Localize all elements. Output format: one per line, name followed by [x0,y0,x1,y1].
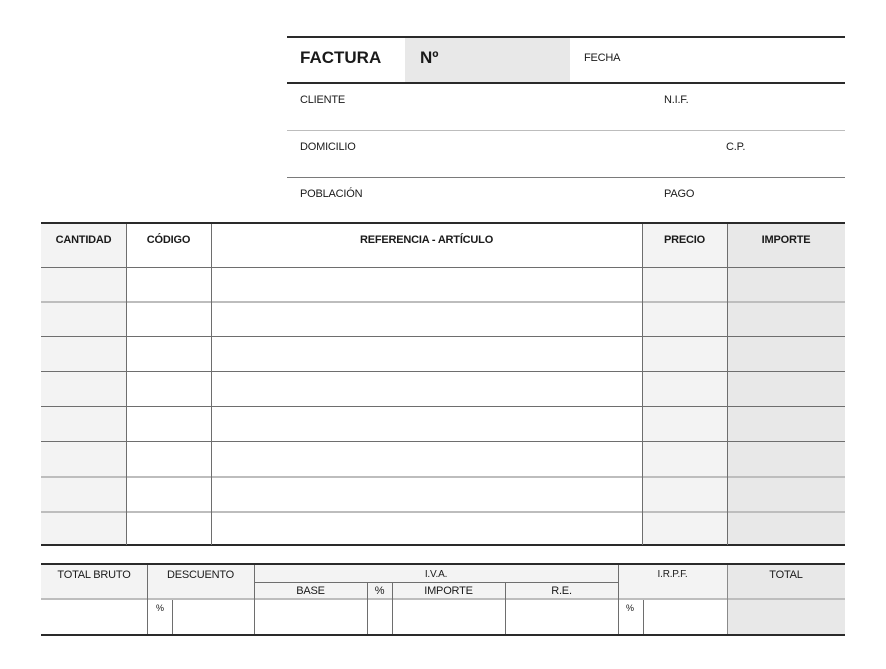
col-header-reference: REFERENCIA - ARTÍCULO [359,234,494,246]
iva-amount-label: IMPORTE [424,585,473,597]
divider [41,563,845,565]
total-bruto-label: TOTAL BRUTO [57,569,131,581]
table-row[interactable] [41,513,845,544]
client-label: CLIENTE [300,94,346,106]
address-label: DOMICILIO [300,141,356,153]
total-label: TOTAL [769,569,803,581]
iva-amount-field[interactable] [393,600,505,634]
payment-field[interactable] [700,179,845,222]
divider [287,130,845,131]
payment-label: PAGO [664,188,695,200]
total-bruto-field[interactable] [41,600,147,634]
re-field[interactable] [506,600,618,634]
date-label: FECHA [584,52,621,64]
discount-percent-field[interactable] [148,600,172,634]
divider [287,82,845,84]
col-header-code: CÓDIGO [146,234,191,246]
invoice-title: FACTURA [300,48,382,67]
irpf-percent-field[interactable] [619,600,643,634]
discount-amount-field[interactable] [173,600,254,634]
col-header-price: PRECIO [664,234,705,246]
table-row[interactable] [41,407,845,440]
iva-percent-label: % [374,585,385,597]
table-row[interactable] [41,478,845,510]
postal-code-label: C.P. [726,141,746,153]
iva-percent-field[interactable] [368,600,392,634]
divider [41,222,845,224]
table-row[interactable] [41,337,845,370]
address-field[interactable] [370,132,720,176]
client-field[interactable] [360,85,650,129]
nif-label: N.I.F. [664,94,689,106]
irpf-label: I.R.P.F. [657,569,688,580]
city-field[interactable] [375,179,655,222]
divider [254,582,618,583]
re-label: R.E. [551,585,572,597]
irpf-amount-field[interactable] [644,600,727,634]
col-header-quantity: CANTIDAD [55,234,112,246]
discount-percent-sign: % [156,603,164,613]
iva-label: I.V.A. [424,569,448,580]
divider [41,544,845,546]
total-field[interactable] [728,600,845,634]
table-row[interactable] [41,268,845,301]
col-header-amount: IMPORTE [761,234,811,246]
discount-label: DESCUENTO [166,569,235,581]
iva-base-label: BASE [296,585,325,597]
city-label: POBLACIÓN [300,188,363,200]
invoice-number-label: Nº [420,48,439,67]
postal-code-field[interactable] [755,132,845,176]
iva-base-field[interactable] [255,600,367,634]
table-row[interactable] [41,442,845,475]
divider [41,634,845,636]
date-field[interactable] [575,38,845,82]
table-row[interactable] [41,303,845,336]
nif-field[interactable] [700,85,845,129]
irpf-percent-sign: % [626,603,634,613]
table-row[interactable] [41,372,845,405]
divider [287,177,845,178]
